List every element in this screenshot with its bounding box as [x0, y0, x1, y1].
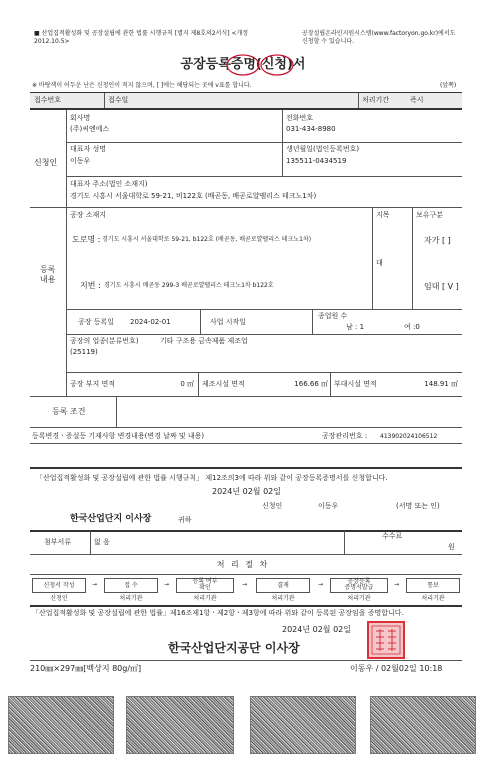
procedure-title: 처 리 절 차	[216, 560, 270, 569]
attachment-label: 첨부서류	[44, 538, 72, 546]
barcode-3	[250, 696, 356, 754]
attachment-value: 없 음	[94, 538, 110, 546]
certification-statement: 「산업집적활성화 및 공장설립에 관한 법률」제16조제1항ㆍ제2항ㆍ제3항에 따라 위와 같이 등록된 공장임을 증명합니다.	[32, 609, 404, 617]
ownership-rent-checkbox[interactable]: 임대 [ V ]	[424, 282, 459, 291]
certification-date: 2024년 02월 02일	[282, 625, 351, 634]
flow-step-3: 등록 여부 확인	[176, 578, 234, 593]
land-area-label: 공장 부지 면적	[70, 380, 116, 388]
flow-arrow-1: →	[92, 581, 98, 588]
phone-value: 031-434-8980	[286, 125, 336, 133]
flow-step-1: 신청서 작성	[32, 578, 86, 593]
birthdate-label: 생년월일(법인등록번호)	[286, 145, 360, 153]
request-statement: 「산업집적활성화 및 공장설립에 관한 법률 시행규칙」 제12조의3에 따라 위와 같이 공장등록증명서를 신청합니다.	[36, 474, 388, 482]
paper-spec: 210㎜×297㎜[백상지 80g/㎡]	[30, 664, 142, 673]
company-name-label: 회사명	[70, 114, 91, 122]
flow-role-3: 처리기관	[193, 595, 217, 602]
employees-female: 여 :0	[404, 323, 420, 331]
flow-step-6: 통보	[406, 578, 460, 593]
change-history-label: 등록변경ㆍ증설등 기재사항 변경내용(변경 날짜 및 내용)	[32, 432, 205, 440]
industry-value: 기타 구조용 금속제품 제조업	[160, 337, 248, 345]
company-name-value: (주)씨엔에스	[70, 125, 110, 133]
issue-stamp: 이동우 / 02월02일 10:18	[350, 664, 443, 673]
registration-section-label: 등록 내용	[40, 265, 56, 284]
online-site-note: 공장설립온라인지원시스템(www.factoryon.go.kr)에서도 신청할 수 있습니다.	[302, 30, 456, 45]
flow-role-1: 신청인	[50, 595, 68, 602]
land-category-label: 지목	[376, 211, 390, 219]
registration-date-label: 공장 등록일	[78, 318, 115, 326]
aux-area-label: 부대시설 면적	[334, 380, 377, 388]
processing-period-label: 처리기간	[362, 96, 390, 104]
factory-location-label: 공장 소재지	[70, 211, 107, 219]
receipt-row	[30, 93, 462, 108]
flow-step-5: 공장등록 증명서발급	[330, 578, 388, 593]
employees-label: 종업원 수	[318, 312, 348, 320]
flow-role-6: 처리기관	[421, 595, 445, 602]
request-date: 2024년 02월 02일	[212, 487, 281, 496]
signer-label: 신청인	[262, 502, 283, 510]
signer-name: 이동우	[318, 502, 339, 510]
business-start-label: 사업 시작일	[210, 318, 247, 326]
flow-role-5: 처리기관	[347, 595, 371, 602]
lot-address-label: 지번 :	[80, 281, 101, 290]
land-category-value: 대	[376, 259, 383, 267]
ownership-own-checkbox[interactable]: 자가 [ ]	[424, 236, 451, 245]
official-seal-icon	[366, 620, 406, 660]
applicant-section-label: 신청인	[34, 158, 58, 167]
flow-arrow-2: →	[164, 581, 170, 588]
law-reference: ■ 산업집적활성화 및 공장설립에 관한 법률 시행규칙 [별지 제8호의2서식] <개정 2012.10.5>	[34, 30, 249, 45]
receipt-number-label: 접수번호	[34, 96, 62, 104]
recipient-suffix: 귀하	[178, 516, 192, 524]
processing-period-value: 즉시	[410, 96, 424, 104]
management-number-value: 413902024106512	[380, 433, 438, 440]
fee-value: 원	[448, 543, 455, 551]
road-address-value: 경기도 시흥시 서울대학로 59-21, b122호 (배곧동, 배곧로얄팰리스 테크노1차)	[102, 236, 312, 243]
flow-step-4: 결재	[256, 578, 310, 593]
registration-date-value: 2024-02-01	[130, 318, 171, 326]
recipient-name: 한국산업단지 이사장	[70, 514, 152, 524]
flow-arrow-5: →	[394, 581, 400, 588]
page-side-label: (앞쪽)	[440, 82, 457, 89]
instruction-note: ※ 바탕색이 어두운 난은 신청인이 적지 않으며, [ ]에는 해당되는 곳에 v표를 합니다.	[32, 82, 252, 89]
birthdate-value: 135511-0434519	[286, 157, 347, 165]
title-circled: 증명	[230, 57, 256, 72]
address-label: 대표자 주소(법인 소재지)	[70, 180, 148, 188]
flow-role-2: 처리기관	[119, 595, 143, 602]
employees-male: 남 : 1	[346, 323, 365, 331]
barcode-2	[126, 696, 234, 754]
receipt-date-label: 접수일	[108, 96, 129, 104]
barcode-4	[370, 696, 476, 754]
ownership-label: 보유구분	[416, 211, 444, 219]
flow-role-4: 처리기관	[271, 595, 295, 602]
flow-arrow-3: →	[242, 581, 248, 588]
lot-address-value: 경기도 시흥시 배곧동 299-3 배곧로얄팰리스 테크노1차 b122호	[104, 282, 274, 289]
representative-value: 이동우	[70, 157, 91, 165]
flow-arrow-4: →	[318, 581, 324, 588]
title-main: 공장등록	[180, 57, 231, 72]
representative-label: 대표자 성명	[70, 145, 107, 153]
registration-conditions-label: 등록 조건	[52, 407, 86, 416]
land-area-value: 0 ㎡	[180, 380, 194, 388]
barcode-1	[8, 696, 114, 754]
flow-step-2: 접 수	[104, 578, 158, 593]
mfg-area-label: 제조시설 면적	[202, 380, 245, 388]
industry-label: 공장의 업종(분류번호)	[70, 337, 139, 345]
phone-label: 전화번호	[286, 114, 314, 122]
management-number-label: 공장관리번호 :	[322, 432, 368, 440]
issuer-name: 한국산업단지공단 이사장	[168, 641, 300, 655]
mfg-area-value: 166.66 ㎡	[294, 380, 328, 388]
industry-code: (25119)	[70, 348, 98, 356]
title-suffix: (신청)서	[255, 57, 306, 72]
signature-hint: (서명 또는 인)	[396, 502, 440, 510]
address-value: 경기도 시흥시 서울대학로 59-21, 비122호 (배곧동, 배곧로얄팰리스 테크노1차)	[70, 192, 317, 200]
road-address-label: 도로명 :	[72, 235, 101, 244]
aux-area-value: 148.91 ㎡	[424, 380, 458, 388]
fee-label: 수수료	[382, 532, 403, 540]
